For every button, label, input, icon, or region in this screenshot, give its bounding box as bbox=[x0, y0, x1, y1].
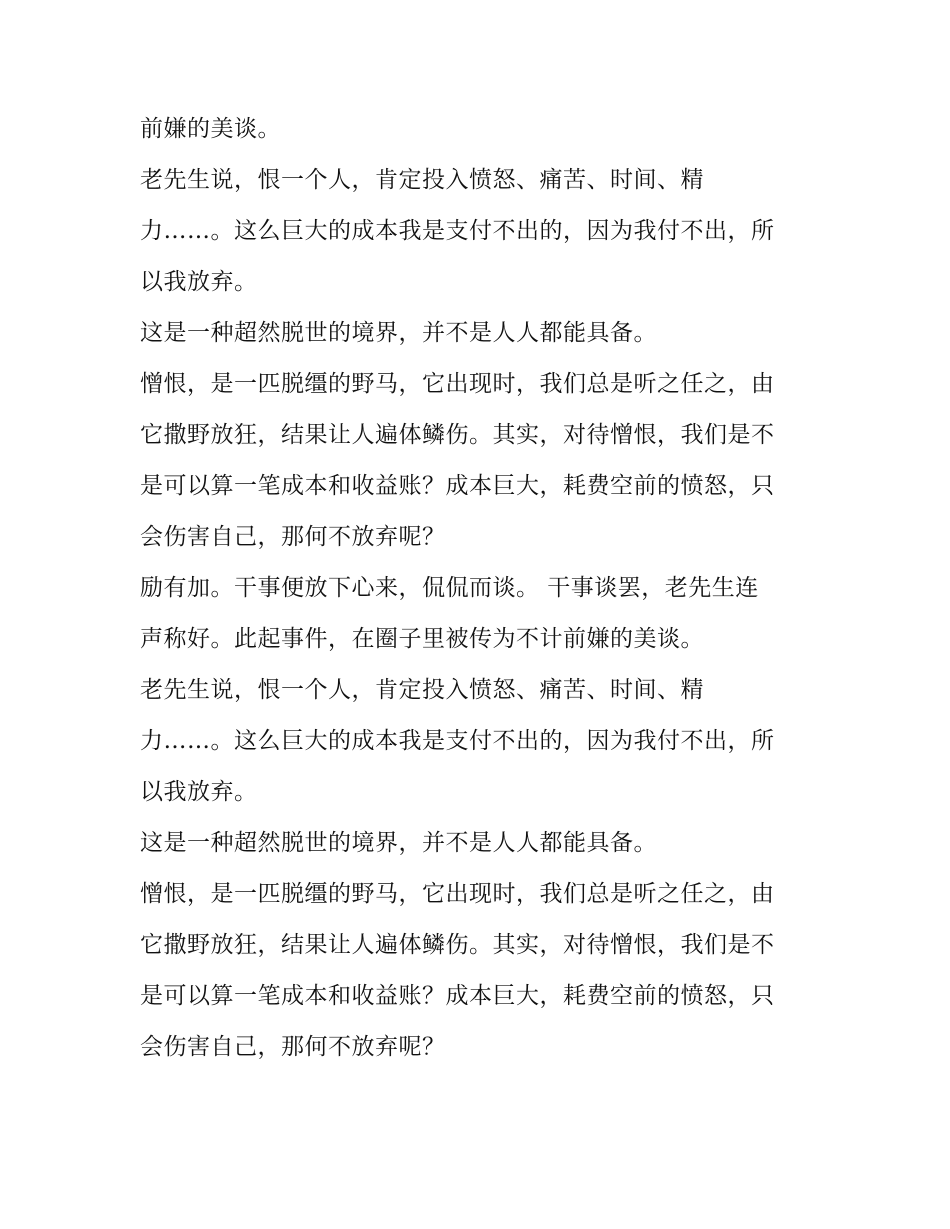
text-line: 会伤害自己，那何不放弃呢？ bbox=[140, 1034, 446, 1060]
text-line: 老先生说，恨一个人，肯定投入愤怒、痛苦、时间、精 bbox=[140, 167, 704, 193]
text-line: 这是一种超然脱世的境界，并不是人人都能具备。 bbox=[140, 320, 657, 346]
text-line: 力……。这么巨大的成本我是支付不出的，因为我付不出，所 bbox=[140, 218, 775, 244]
text-line: 这是一种超然脱世的境界，并不是人人都能具备。 bbox=[140, 830, 657, 856]
text-line: 以我放弃。 bbox=[140, 269, 258, 295]
text-line: 它撒野放狂，结果让人遍体鳞伤。其实，对待憎恨，我们是不 bbox=[140, 932, 775, 958]
text-line: 励有加。干事便放下心来，侃侃而谈。 干事谈罢，老先生连 bbox=[140, 575, 759, 601]
text-line: 力……。这么巨大的成本我是支付不出的，因为我付不出，所 bbox=[140, 728, 775, 754]
text-line: 憎恨，是一匹脱缰的野马，它出现时，我们总是听之任之，由 bbox=[140, 371, 775, 397]
document-body bbox=[140, 104, 820, 1073]
text-line: 憎恨，是一匹脱缰的野马，它出现时，我们总是听之任之，由 bbox=[140, 881, 775, 907]
text-line: 以我放弃。 bbox=[140, 779, 258, 805]
text-line: 是可以算一笔成本和收益账？成本巨大，耗费空前的愤怒，只 bbox=[140, 983, 775, 1009]
text-line: 老先生说，恨一个人，肯定投入愤怒、痛苦、时间、精 bbox=[140, 677, 704, 703]
text-line: 是可以算一笔成本和收益账？成本巨大，耗费空前的愤怒，只 bbox=[140, 473, 775, 499]
text-line: 它撒野放狂，结果让人遍体鳞伤。其实，对待憎恨，我们是不 bbox=[140, 422, 775, 448]
text-line: 会伤害自己，那何不放弃呢？ bbox=[140, 524, 446, 550]
text-line: 声称好。此起事件，在圈子里被传为不计前嫌的美谈。 bbox=[140, 626, 704, 652]
text-line: 前嫌的美谈。 bbox=[140, 116, 281, 142]
